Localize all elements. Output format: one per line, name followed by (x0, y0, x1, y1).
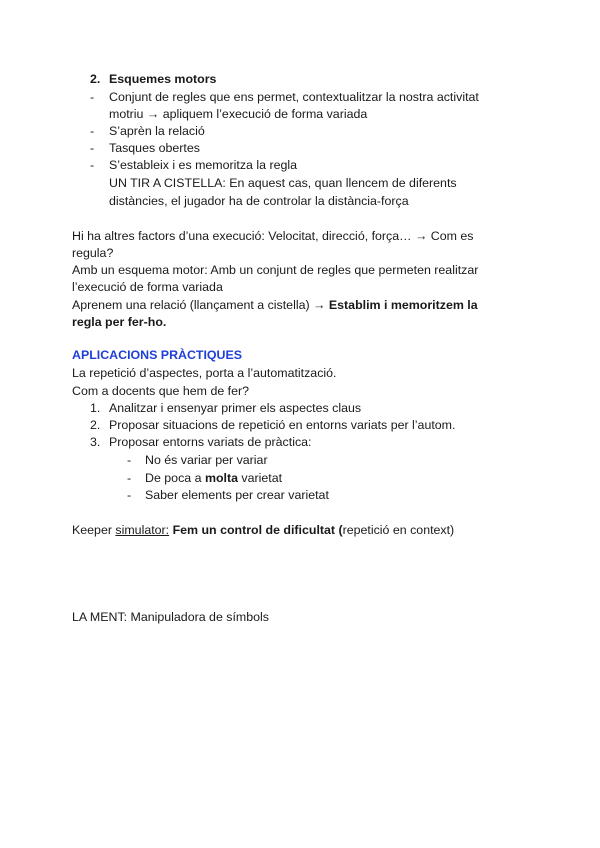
subitem-text-part: varietat (237, 471, 283, 485)
list-number: 1. (90, 401, 101, 415)
subitem-text (145, 470, 282, 487)
subitem-dash: - (127, 488, 132, 502)
bullet-text: UN TIR A CISTELLA: En aquest cas, quan llencem de diferents (109, 176, 457, 190)
keeper-bold: Fem un control de dificultat ( (169, 523, 343, 537)
section-title: Esquemes motors (109, 72, 217, 86)
paragraph-line: La repetició d’aspectes, porta a l’automatització. (72, 366, 337, 380)
list-item-text: Proposar situacions de repetició en entorns variats per l’autom. (109, 418, 456, 432)
bullet-text: Conjunt de regles que ens permet, contextualitzar la nostra activitat (109, 90, 479, 104)
paragraph-line: regula? (72, 246, 114, 260)
paragraph-line: Com a docents que hem de fer? (72, 384, 250, 398)
keeper-suffix: repetició en context) (342, 523, 455, 537)
subitem-dash: - (127, 453, 132, 467)
section-number: 2. (90, 72, 101, 86)
paragraph-line: l’execució de forma variada (72, 280, 223, 294)
keeper-prefix: Keeper (72, 523, 116, 537)
subitem-text-part: De poca a (145, 471, 205, 485)
list-number: 3. (90, 435, 101, 449)
bullet-text: motriu → apliquem l’execució de forma variada (109, 107, 368, 121)
paragraph-line: Hi ha altres factors d’una execució: Velocitat, direcció, força… → Com es (72, 229, 474, 243)
lament-line: LA MENT: Manipuladora de símbols (72, 610, 269, 624)
paragraph-bold-text: Establim i memoritzem la (328, 298, 478, 312)
paragraph-bold-line: regla per fer-ho. (72, 315, 167, 329)
bullet-dash: - (90, 90, 95, 104)
subitem-bold-text: molta (204, 471, 238, 485)
bullet-text: S’aprèn la relació (109, 124, 205, 138)
section-heading: APLICACIONS PRÀCTIQUES (72, 348, 243, 362)
subitem-dash: - (127, 471, 132, 485)
paragraph-line (72, 297, 478, 314)
subitem-text: No és variar per variar (145, 453, 268, 467)
list-number: 2. (90, 418, 101, 432)
list-item-text: Proposar entorns variats de pràctica: (109, 435, 312, 449)
list-item-text: Analitzar i ensenyar primer els aspectes claus (109, 401, 362, 415)
bullet-text: distàncies, el jugador ha de controlar la distància-força (109, 194, 409, 208)
bullet-text: S’estableix i es memoritza la regla (109, 158, 298, 172)
bullet-dash: - (90, 124, 95, 138)
bullet-dash: - (90, 158, 95, 172)
bullet-dash: - (90, 141, 95, 155)
keeper-underlined: simulator: (115, 523, 170, 537)
subitem-text: Saber elements per crear varietat (145, 488, 329, 502)
keeper-line (72, 522, 454, 539)
paragraph-line: Amb un esquema motor: Amb un conjunt de regles que permeten realitzar (72, 263, 479, 277)
bullet-text: Tasques obertes (109, 141, 200, 155)
paragraph-text: Aprenem una relació (llançament a cistella) → (72, 298, 329, 312)
